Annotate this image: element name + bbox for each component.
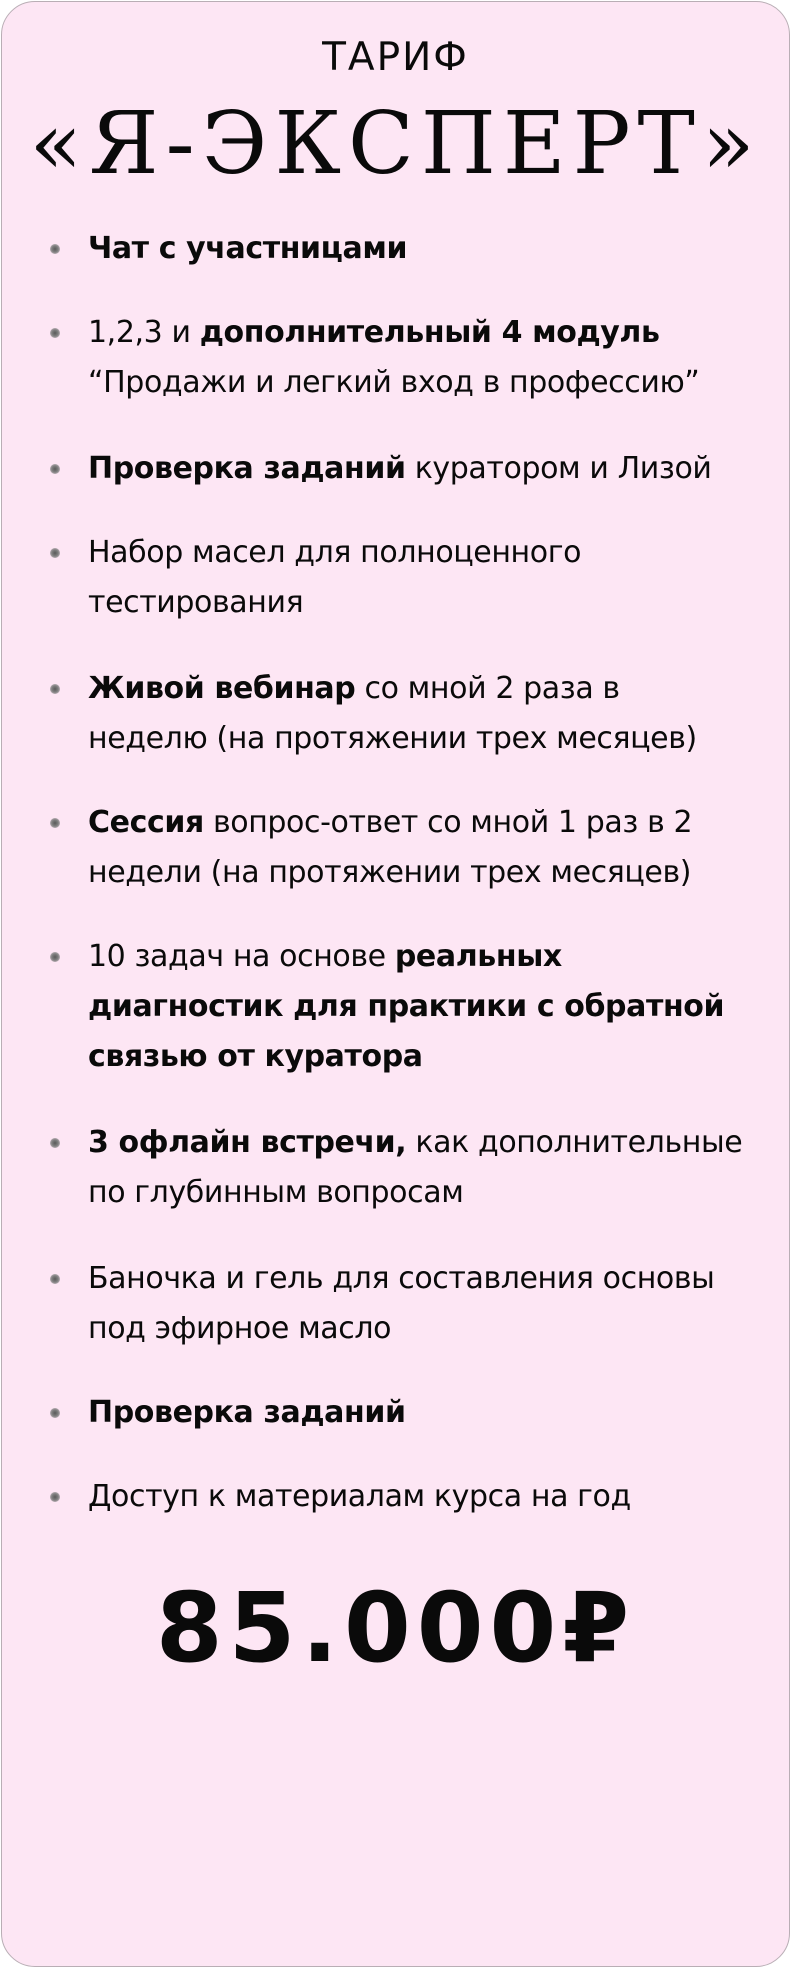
bullet-icon <box>50 244 60 254</box>
feature-text <box>88 1472 788 1522</box>
feature-emphasis: Живой вебинар <box>88 671 356 706</box>
feature-emphasis: Проверка заданий <box>88 1395 406 1430</box>
bullet-icon <box>50 328 60 338</box>
bullet-icon <box>50 952 60 962</box>
feature-emphasis: Сессия <box>88 805 204 840</box>
feature-plain: куратором и Лизой <box>405 451 712 486</box>
feature-line <box>88 358 788 408</box>
feature-plain: под эфирное масло <box>88 1311 392 1346</box>
bullet-icon <box>50 818 60 828</box>
bullet-icon <box>50 1274 60 1284</box>
bullet-icon <box>50 684 60 694</box>
feature-text <box>88 308 788 408</box>
feature-plain: по глубинным вопросам <box>88 1175 464 1210</box>
feature-plain: недели (на протяжении трех месяцев) <box>88 855 692 890</box>
feature-text <box>88 1388 788 1438</box>
feature-line <box>88 1118 788 1168</box>
tariff-title: «Я-ЭКСПЕРТ» <box>29 94 762 194</box>
feature-line <box>88 714 788 764</box>
feature-emphasis: 3 офлайн встречи, <box>88 1125 407 1160</box>
feature-line <box>88 982 788 1032</box>
feature-plain: Баночка и гель для составления основы <box>88 1261 715 1296</box>
feature-plain: вопрос-ответ со мной 1 раз в 2 <box>203 805 693 840</box>
feature-text <box>88 932 788 1082</box>
feature-plain: Доступ к материалам курса на год <box>88 1479 631 1514</box>
feature-line <box>88 1388 788 1438</box>
feature-plain: как дополнительные <box>406 1125 743 1160</box>
bullet-icon <box>50 464 60 474</box>
feature-plain: Набор масел для полноценного <box>88 535 582 570</box>
feature-text <box>88 528 788 628</box>
feature-plain: 10 задач на основе <box>88 939 395 974</box>
feature-line <box>88 1472 788 1522</box>
feature-plain: тестирования <box>88 585 304 620</box>
price: 85.000₽ <box>155 1572 636 1684</box>
feature-line <box>88 528 788 578</box>
feature-emphasis: дополнительный 4 модуль <box>199 315 660 350</box>
tariff-card <box>1 1 790 1967</box>
feature-line <box>88 664 788 714</box>
feature-text <box>88 1118 788 1218</box>
feature-emphasis: Проверка заданий <box>88 451 406 486</box>
feature-plain: со мной 2 раза в <box>355 671 620 706</box>
feature-text <box>88 1254 788 1354</box>
feature-emphasis: связью от куратора <box>88 1039 423 1074</box>
feature-plain: 1,2,3 и <box>88 315 200 350</box>
feature-text <box>88 444 788 494</box>
feature-plain: неделю (на протяжении трех месяцев) <box>88 721 697 756</box>
feature-emphasis: реальных <box>394 939 562 974</box>
feature-line <box>88 308 788 358</box>
feature-emphasis: Чат с участницами <box>88 231 408 266</box>
bullet-icon <box>50 1492 60 1502</box>
feature-emphasis: диагностик для практики с обратной <box>88 989 725 1024</box>
bullet-icon <box>50 1138 60 1148</box>
feature-line <box>88 444 788 494</box>
feature-line <box>88 848 788 898</box>
feature-line <box>88 224 788 274</box>
feature-line <box>88 798 788 848</box>
feature-text <box>88 224 788 274</box>
bullet-icon <box>50 548 60 558</box>
feature-line <box>88 1168 788 1218</box>
feature-text <box>88 798 788 898</box>
bullet-icon <box>50 1408 60 1418</box>
feature-plain: “Продажи и легкий вход в профессию” <box>88 365 700 400</box>
feature-line <box>88 578 788 628</box>
feature-line <box>88 1032 788 1082</box>
feature-text <box>88 664 788 764</box>
tariff-eyebrow: ТАРИФ <box>322 35 469 80</box>
feature-line <box>88 1304 788 1354</box>
feature-line <box>88 1254 788 1304</box>
feature-line <box>88 932 788 982</box>
